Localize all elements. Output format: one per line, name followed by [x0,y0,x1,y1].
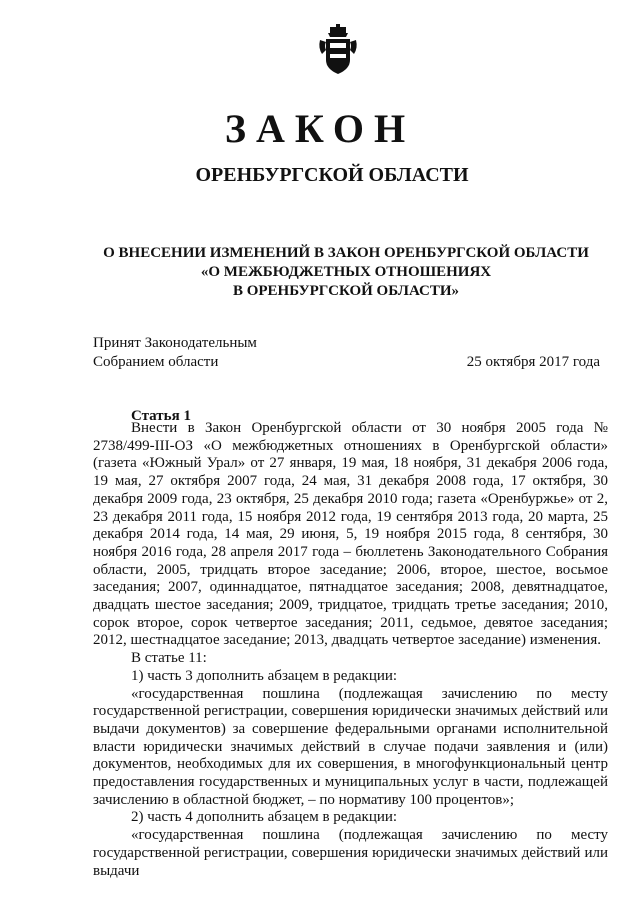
article-title: Статья 1 [131,408,191,424]
article-paragraph: Внести в Закон Оренбургской области от 30 ноября 2005 года № 2738/499-III-ОЗ «О межбюджетных отношениях в Оренбургской области» (газета «Южный Урал» от 27 января, 19 мая, 18 ноября, 31 декабря 2006 года, 19 мая, 27 октября 2007 года, 24 мая, 31 декабря 2008 года, 17 октября, 30 декабря 2009 года, 23 октября, 25 декабря 2010 года; газета «Оренбуржье» от 2, 23 декабря 2011 года, 15 ноября 2012 года, 19 сентября 2013 года, 20 марта, 25 декабря 2014 года, 14 мая, 29 июня, 5, 19 ноября 2015 года, 8 сентября, 30 ноября 2016 года, 28 апреля 2017 года – бюллетень Законодательного Собрания области, 2005, тридцать второе заседание; 2006, второе, шестое, восьмое заседания; 2007, одиннадцатое, пятнадцатое заседания; 2008, девятнадцатое, двадцать шестое заседания; 2009, тридцатое, тридцать третье заседания; 2010, сорок второе, сорок четвертое заседания; 2011, седьмое, девятое заседания; 2012, шестнадцатое заседание; 2013, двадцать четвертое заседание) изменения. [93,420,608,649]
adoption-line: Принят Законодательным [93,335,257,351]
adoption-date: 25 октября 2017 года [466,354,600,370]
article-paragraph: В статье 11: [131,650,207,667]
heading-line: «О МЕЖБЮДЖЕТНЫХ ОТНОШЕНИЯХ [200,264,492,280]
coat-of-arms-emblem [316,24,360,76]
article-item: 1) часть 3 дополнить абзацем в редакции: [131,667,398,684]
article-quote: «государственная пошлина (подлежащая зачислению по месту государственной регистрации, совершения юридически значимых действий или выдачи [93,827,608,879]
heading-line: В ОРЕНБУРГСКОЙ ОБЛАСТИ» [232,283,460,299]
article-quote: «государственная пошлина (подлежащая зачислению по месту государственной регистрации, совершения юридически значимых действий или выдачи документов) за совершение федеральными органами исполнительной власти юридически значимых действий в случае подачи заявления и (или) документов, необходимых для их совершения, в многофункциональный центр предоставления государственных и муниципальных услуг в части, подлежащей зачислению в областной бюджет, – по нормативу 100 процентов»; [93,685,608,808]
adoption-note [93,334,257,372]
law-title: ЗАКОН [224,106,416,151]
region-name: ОРЕНБУРГСКОЙ ОБЛАСТИ [195,164,469,186]
adoption-line: Собранием области [93,354,219,370]
article-body [93,420,608,880]
law-heading [40,244,640,301]
heading-line: О ВНЕСЕНИИ ИЗМЕНЕНИЙ В ЗАКОН ОРЕНБУРГСКОЙ ОБЛАСТИ [103,245,589,261]
article-item: 2) часть 4 дополнить абзацем в редакции: [131,809,398,826]
